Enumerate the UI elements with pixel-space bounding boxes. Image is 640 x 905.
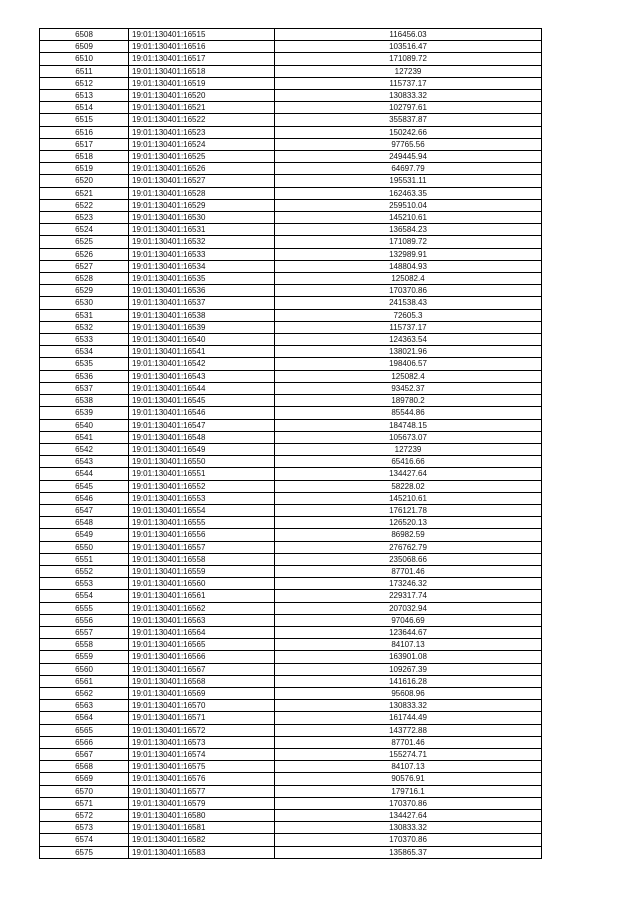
cadastral-number-cell: 19:01:130401:16562 [129,602,275,614]
value-cell: 138021.96 [275,346,542,358]
cadastral-number-cell: 19:01:130401:16534 [129,260,275,272]
cadastral-number-cell: 19:01:130401:16572 [129,724,275,736]
row-number-cell: 6556 [40,614,129,626]
row-number-cell: 6540 [40,419,129,431]
table-row [40,407,542,419]
table-row [40,53,542,65]
cadastral-number-cell: 19:01:130401:16547 [129,419,275,431]
cadastral-number-cell: 19:01:130401:16518 [129,65,275,77]
value-cell: 95608.96 [275,687,542,699]
row-number-cell: 6511 [40,65,129,77]
table-row [40,309,542,321]
table-row [40,785,542,797]
row-number-cell: 6513 [40,90,129,102]
cadastral-number-cell: 19:01:130401:16557 [129,541,275,553]
row-number-cell: 6525 [40,236,129,248]
table-row [40,285,542,297]
row-number-cell: 6529 [40,285,129,297]
table-row [40,273,542,285]
table-row [40,663,542,675]
row-number-cell: 6520 [40,175,129,187]
row-number-cell: 6512 [40,77,129,89]
table-row [40,138,542,150]
cadastral-number-cell: 19:01:130401:16548 [129,431,275,443]
cadastral-number-cell: 19:01:130401:16526 [129,163,275,175]
cadastral-number-cell: 19:01:130401:16528 [129,187,275,199]
cadastral-number-cell: 19:01:130401:16537 [129,297,275,309]
row-number-cell: 6564 [40,712,129,724]
cadastral-number-cell: 19:01:130401:16525 [129,151,275,163]
row-number-cell: 6524 [40,224,129,236]
value-cell: 143772.88 [275,724,542,736]
table-row [40,248,542,260]
row-number-cell: 6555 [40,602,129,614]
value-cell: 355837.87 [275,114,542,126]
row-number-cell: 6516 [40,126,129,138]
row-number-cell: 6542 [40,443,129,455]
row-number-cell: 6559 [40,651,129,663]
value-cell: 148804.93 [275,260,542,272]
value-cell: 102797.61 [275,102,542,114]
table-row [40,724,542,736]
table-row [40,41,542,53]
table-row [40,114,542,126]
cadastral-number-cell: 19:01:130401:16566 [129,651,275,663]
cadastral-number-cell: 19:01:130401:16559 [129,565,275,577]
value-cell: 125082.4 [275,370,542,382]
value-cell: 171089.72 [275,53,542,65]
table-row [40,712,542,724]
cadastral-number-cell: 19:01:130401:16553 [129,492,275,504]
cadastral-number-cell: 19:01:130401:16541 [129,346,275,358]
row-number-cell: 6521 [40,187,129,199]
table-row [40,810,542,822]
table-row [40,199,542,211]
value-cell: 241538.43 [275,297,542,309]
table-row [40,346,542,358]
row-number-cell: 6554 [40,590,129,602]
value-cell: 150242.66 [275,126,542,138]
value-cell: 65416.66 [275,456,542,468]
cadastral-number-cell: 19:01:130401:16520 [129,90,275,102]
value-cell: 136584.23 [275,224,542,236]
value-cell: 72605.3 [275,309,542,321]
table-row [40,626,542,638]
table-row [40,590,542,602]
cadastral-number-cell: 19:01:130401:16532 [129,236,275,248]
cadastral-number-cell: 19:01:130401:16549 [129,443,275,455]
cadastral-number-cell: 19:01:130401:16581 [129,822,275,834]
value-cell: 109267.39 [275,663,542,675]
table-row [40,651,542,663]
cadastral-number-cell: 19:01:130401:16577 [129,785,275,797]
cadastral-number-cell: 19:01:130401:16517 [129,53,275,65]
cadastral-number-cell: 19:01:130401:16555 [129,517,275,529]
cadastral-number-cell: 19:01:130401:16558 [129,553,275,565]
value-cell: 195531.11 [275,175,542,187]
table-row [40,370,542,382]
value-cell: 198406.57 [275,358,542,370]
table-row [40,187,542,199]
row-number-cell: 6539 [40,407,129,419]
value-cell: 173246.32 [275,578,542,590]
row-number-cell: 6547 [40,504,129,516]
value-cell: 229317.74 [275,590,542,602]
row-number-cell: 6565 [40,724,129,736]
value-cell: 276762.79 [275,541,542,553]
cadastral-number-cell: 19:01:130401:16539 [129,321,275,333]
table-row [40,700,542,712]
table-row [40,748,542,760]
value-cell: 84107.13 [275,639,542,651]
row-number-cell: 6523 [40,212,129,224]
value-cell: 97765.56 [275,138,542,150]
table-row [40,834,542,846]
row-number-cell: 6519 [40,163,129,175]
table-row [40,822,542,834]
value-cell: 179716.1 [275,785,542,797]
cadastral-number-cell: 19:01:130401:16542 [129,358,275,370]
row-number-cell: 6543 [40,456,129,468]
table-row [40,65,542,77]
row-number-cell: 6535 [40,358,129,370]
row-number-cell: 6553 [40,578,129,590]
cadastral-number-cell: 19:01:130401:16567 [129,663,275,675]
value-cell: 145210.61 [275,492,542,504]
value-cell: 86982.59 [275,529,542,541]
cadastral-number-cell: 19:01:130401:16545 [129,395,275,407]
table-row [40,236,542,248]
value-cell: 125082.4 [275,273,542,285]
table-row [40,212,542,224]
cadastral-number-cell: 19:01:130401:16563 [129,614,275,626]
row-number-cell: 6551 [40,553,129,565]
cadastral-number-cell: 19:01:130401:16582 [129,834,275,846]
table-row [40,736,542,748]
table-row [40,541,542,553]
cadastral-number-cell: 19:01:130401:16554 [129,504,275,516]
table-row [40,492,542,504]
cadastral-number-cell: 19:01:130401:16580 [129,810,275,822]
cadastral-number-cell: 19:01:130401:16583 [129,846,275,858]
cadastral-number-cell: 19:01:130401:16570 [129,700,275,712]
row-number-cell: 6558 [40,639,129,651]
row-number-cell: 6526 [40,248,129,260]
value-cell: 103516.47 [275,41,542,53]
row-number-cell: 6515 [40,114,129,126]
cadastral-number-cell: 19:01:130401:16515 [129,29,275,41]
cadastral-number-cell: 19:01:130401:16529 [129,199,275,211]
cadastral-number-cell: 19:01:130401:16533 [129,248,275,260]
value-cell: 161744.49 [275,712,542,724]
table-row [40,773,542,785]
value-cell: 58228.02 [275,480,542,492]
row-number-cell: 6574 [40,834,129,846]
row-number-cell: 6573 [40,822,129,834]
cadastral-number-cell: 19:01:130401:16561 [129,590,275,602]
cadastral-number-cell: 19:01:130401:16565 [129,639,275,651]
cadastral-number-cell: 19:01:130401:16546 [129,407,275,419]
value-cell: 115737.17 [275,77,542,89]
row-number-cell: 6570 [40,785,129,797]
cadastral-number-cell: 19:01:130401:16573 [129,736,275,748]
value-cell: 130833.32 [275,822,542,834]
value-cell: 93452.37 [275,382,542,394]
value-cell: 87701.46 [275,736,542,748]
value-cell: 184748.15 [275,419,542,431]
cadastral-number-cell: 19:01:130401:16536 [129,285,275,297]
cadastral-number-cell: 19:01:130401:16568 [129,675,275,687]
cadastral-number-cell: 19:01:130401:16522 [129,114,275,126]
table-row [40,456,542,468]
table-row [40,639,542,651]
row-number-cell: 6534 [40,346,129,358]
table-row [40,297,542,309]
row-number-cell: 6575 [40,846,129,858]
value-cell: 162463.35 [275,187,542,199]
value-cell: 207032.94 [275,602,542,614]
value-cell: 189780.2 [275,395,542,407]
value-cell: 155274.71 [275,748,542,760]
row-number-cell: 6562 [40,687,129,699]
row-number-cell: 6538 [40,395,129,407]
value-cell: 170370.86 [275,797,542,809]
row-number-cell: 6509 [40,41,129,53]
cadastral-number-cell: 19:01:130401:16543 [129,370,275,382]
row-number-cell: 6530 [40,297,129,309]
row-number-cell: 6557 [40,626,129,638]
cadastral-number-cell: 19:01:130401:16527 [129,175,275,187]
row-number-cell: 6545 [40,480,129,492]
table-row [40,614,542,626]
value-cell: 130833.32 [275,90,542,102]
table-row [40,90,542,102]
table-row [40,77,542,89]
row-number-cell: 6533 [40,334,129,346]
row-number-cell: 6522 [40,199,129,211]
value-cell: 116456.03 [275,29,542,41]
table-row [40,321,542,333]
value-cell: 134427.64 [275,810,542,822]
value-cell: 115737.17 [275,321,542,333]
table-row [40,468,542,480]
table-row [40,675,542,687]
cadastral-number-cell: 19:01:130401:16579 [129,797,275,809]
table-row [40,419,542,431]
table-row [40,529,542,541]
table-row [40,504,542,516]
table-row [40,687,542,699]
row-number-cell: 6561 [40,675,129,687]
table-row [40,224,542,236]
value-cell: 130833.32 [275,700,542,712]
cadastral-number-cell: 19:01:130401:16575 [129,761,275,773]
row-number-cell: 6517 [40,138,129,150]
row-number-cell: 6518 [40,151,129,163]
value-cell: 85544.86 [275,407,542,419]
value-cell: 170370.86 [275,285,542,297]
table-row [40,358,542,370]
cadastral-number-cell: 19:01:130401:16540 [129,334,275,346]
row-number-cell: 6541 [40,431,129,443]
cadastral-number-cell: 19:01:130401:16552 [129,480,275,492]
row-number-cell: 6550 [40,541,129,553]
table-row [40,382,542,394]
value-cell: 249445.94 [275,151,542,163]
cadastral-number-cell: 19:01:130401:16571 [129,712,275,724]
table-row [40,334,542,346]
value-cell: 126520.13 [275,517,542,529]
cadastral-number-cell: 19:01:130401:16560 [129,578,275,590]
value-cell: 127239 [275,443,542,455]
table-body [40,29,542,859]
table-row [40,260,542,272]
value-cell: 84107.13 [275,761,542,773]
cadastral-number-cell: 19:01:130401:16524 [129,138,275,150]
value-cell: 64697.79 [275,163,542,175]
value-cell: 127239 [275,65,542,77]
row-number-cell: 6563 [40,700,129,712]
cadastral-number-cell: 19:01:130401:16523 [129,126,275,138]
data-table [39,28,542,859]
cadastral-number-cell: 19:01:130401:16574 [129,748,275,760]
cadastral-number-cell: 19:01:130401:16551 [129,468,275,480]
value-cell: 132989.91 [275,248,542,260]
row-number-cell: 6527 [40,260,129,272]
table-row [40,553,542,565]
table-row [40,395,542,407]
value-cell: 176121.78 [275,504,542,516]
row-number-cell: 6508 [40,29,129,41]
value-cell: 163901.08 [275,651,542,663]
value-cell: 124363.54 [275,334,542,346]
value-cell: 171089.72 [275,236,542,248]
table-row [40,163,542,175]
value-cell: 97046.69 [275,614,542,626]
value-cell: 135865.37 [275,846,542,858]
row-number-cell: 6571 [40,797,129,809]
row-number-cell: 6536 [40,370,129,382]
value-cell: 134427.64 [275,468,542,480]
table-row [40,443,542,455]
table-row [40,102,542,114]
row-number-cell: 6566 [40,736,129,748]
row-number-cell: 6548 [40,517,129,529]
table-row [40,431,542,443]
cadastral-number-cell: 19:01:130401:16576 [129,773,275,785]
value-cell: 141616.28 [275,675,542,687]
table-row [40,151,542,163]
cadastral-number-cell: 19:01:130401:16535 [129,273,275,285]
row-number-cell: 6537 [40,382,129,394]
cadastral-number-cell: 19:01:130401:16531 [129,224,275,236]
cadastral-number-cell: 19:01:130401:16516 [129,41,275,53]
row-number-cell: 6572 [40,810,129,822]
value-cell: 170370.86 [275,834,542,846]
cadastral-number-cell: 19:01:130401:16544 [129,382,275,394]
row-number-cell: 6549 [40,529,129,541]
row-number-cell: 6567 [40,748,129,760]
table-row [40,846,542,858]
table-row [40,126,542,138]
value-cell: 259510.04 [275,199,542,211]
value-cell: 145210.61 [275,212,542,224]
cadastral-number-cell: 19:01:130401:16564 [129,626,275,638]
cadastral-number-cell: 19:01:130401:16521 [129,102,275,114]
row-number-cell: 6569 [40,773,129,785]
value-cell: 123644.67 [275,626,542,638]
table-row [40,565,542,577]
row-number-cell: 6546 [40,492,129,504]
row-number-cell: 6532 [40,321,129,333]
cadastral-number-cell: 19:01:130401:16556 [129,529,275,541]
row-number-cell: 6560 [40,663,129,675]
table-row [40,175,542,187]
cadastral-number-cell: 19:01:130401:16569 [129,687,275,699]
row-number-cell: 6568 [40,761,129,773]
table-row [40,797,542,809]
cadastral-number-cell: 19:01:130401:16530 [129,212,275,224]
table-row [40,480,542,492]
value-cell: 105673.07 [275,431,542,443]
table-row [40,602,542,614]
row-number-cell: 6544 [40,468,129,480]
cadastral-number-cell: 19:01:130401:16538 [129,309,275,321]
row-number-cell: 6514 [40,102,129,114]
row-number-cell: 6528 [40,273,129,285]
row-number-cell: 6552 [40,565,129,577]
table-row [40,517,542,529]
value-cell: 235068.66 [275,553,542,565]
cadastral-number-cell: 19:01:130401:16550 [129,456,275,468]
row-number-cell: 6531 [40,309,129,321]
cadastral-number-cell: 19:01:130401:16519 [129,77,275,89]
row-number-cell: 6510 [40,53,129,65]
value-cell: 90576.91 [275,773,542,785]
table-row [40,578,542,590]
value-cell: 87701.46 [275,565,542,577]
table-row [40,29,542,41]
table-row [40,761,542,773]
